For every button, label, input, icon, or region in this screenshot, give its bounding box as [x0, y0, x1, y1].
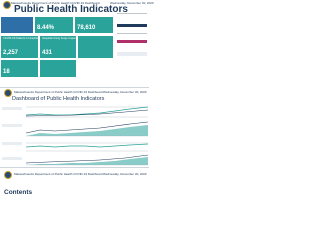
tile-value: 18	[3, 69, 10, 75]
tile-hospital-patients	[1, 36, 38, 58]
state-seal-icon	[4, 89, 12, 97]
tile-value: 78,610	[77, 25, 96, 31]
tile-value: 431	[42, 50, 53, 56]
chart-line-1	[26, 107, 148, 115]
chart-label-block	[2, 124, 22, 127]
legend-bar-magenta	[117, 40, 147, 43]
tile-label: Hospitals Using Surge Capacity	[42, 37, 79, 40]
state-seal-icon	[4, 171, 12, 179]
chart-label-block	[2, 107, 22, 110]
legend-bar-light	[117, 52, 147, 56]
tile-label: COVID-19 Patients in Hospital	[3, 37, 38, 40]
page-three	[0, 167, 149, 199]
tile-top-1	[1, 17, 33, 33]
chart-label-block	[2, 142, 22, 145]
page-one-date: Wednesday, December 30, 2020	[110, 1, 154, 5]
tile-surge-capacity	[40, 36, 79, 58]
chart-line-3	[26, 144, 148, 147]
page-three-date: Wednesday, December 30, 2020	[103, 172, 147, 176]
tile-value: 8.44%	[37, 25, 55, 31]
chart-line-1b	[26, 110, 148, 116]
page-two	[0, 87, 149, 168]
dashboard-title: Dashboard of Public Health Indicators	[12, 96, 105, 102]
chart-label-block	[2, 157, 22, 160]
state-seal-icon	[3, 1, 11, 9]
tile-row3-1	[1, 60, 38, 77]
tile-top-2	[35, 17, 73, 33]
page-two-date: Wednesday, December 30, 2020	[103, 90, 147, 94]
page-one-header: Massachusetts Department of Public Health COVID-19 Dashboard	[11, 1, 100, 5]
page-one	[0, 0, 154, 87]
tile-row3-2	[40, 60, 76, 77]
legend-bar-navy	[117, 24, 147, 27]
page-title: Public Health Indicators	[14, 4, 128, 15]
tile-value: 2,257	[3, 50, 19, 56]
chart-area-4	[26, 157, 148, 165]
page-two-header: Massachusetts Department of Public Health COVID-19 Dashboard	[14, 90, 103, 94]
legend-divider	[117, 33, 147, 34]
legend-divider	[117, 13, 147, 14]
page-three-header: Massachusetts Department of Public Health COVID-19 Dashboard	[14, 172, 103, 176]
tile-top-3	[75, 17, 113, 33]
tile-bottom-3	[78, 36, 113, 58]
contents-heading: Contents	[4, 189, 33, 196]
indicator-charts	[0, 103, 149, 167]
